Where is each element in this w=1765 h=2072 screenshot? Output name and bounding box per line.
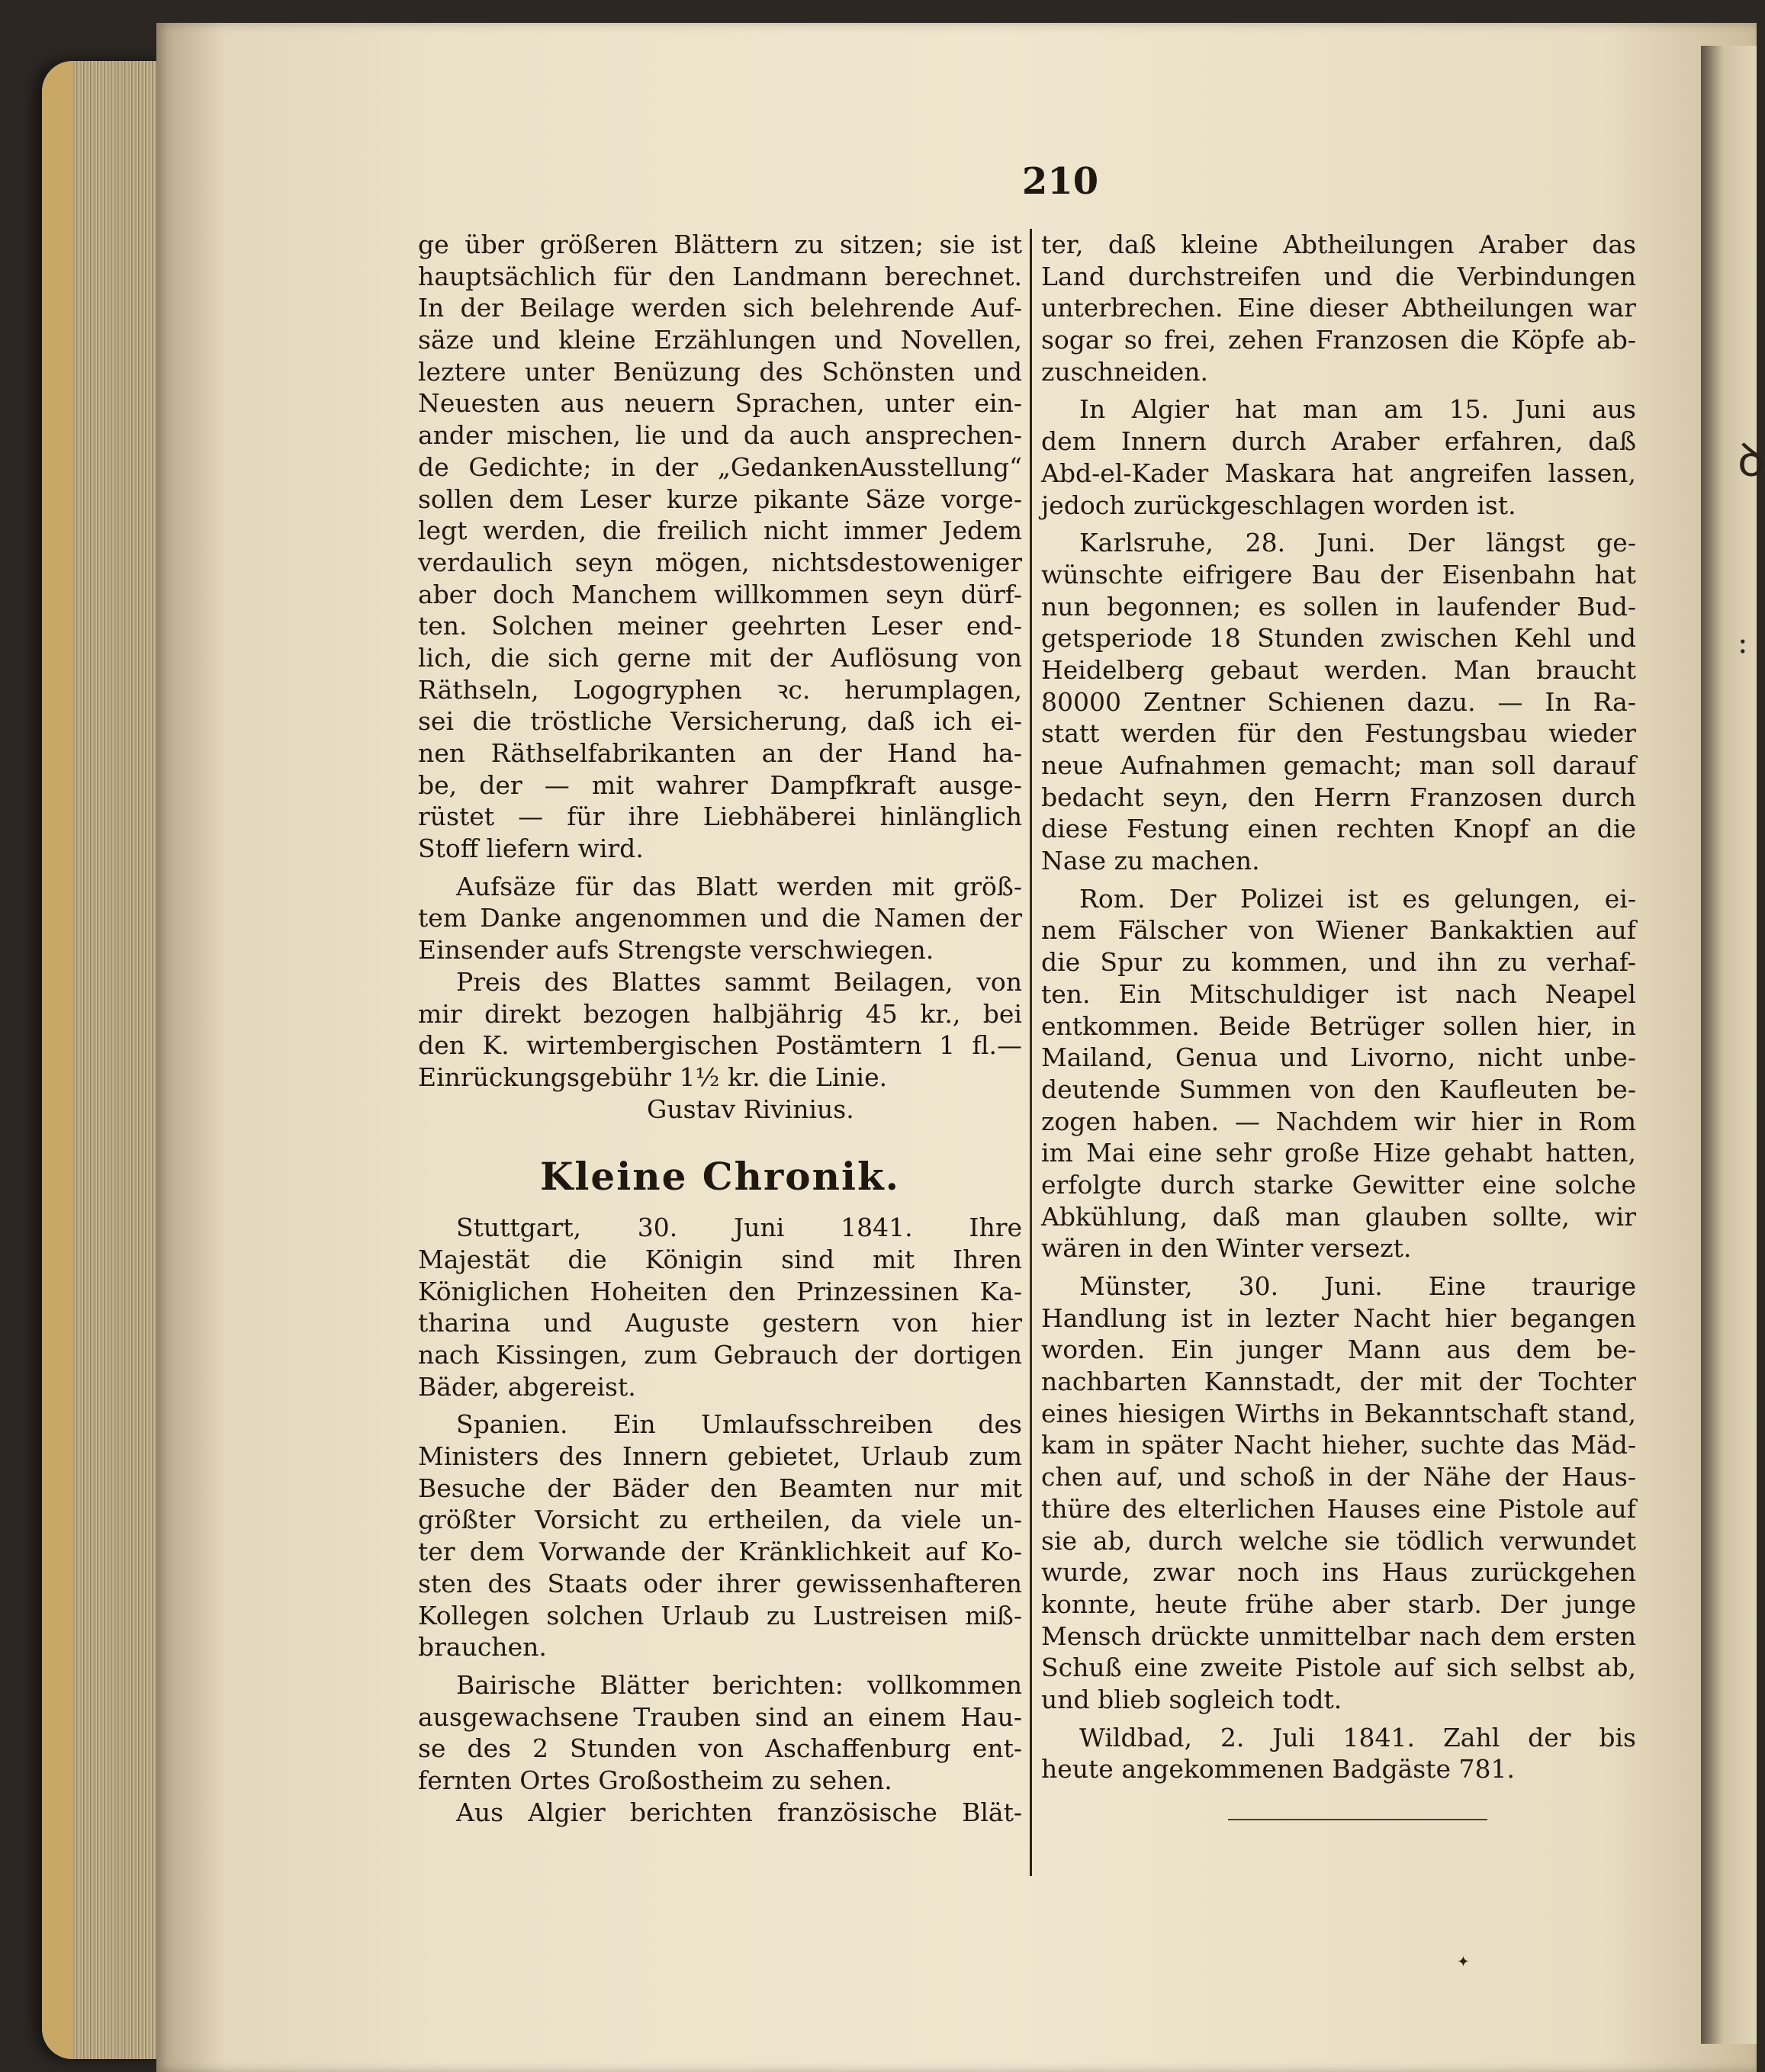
paragraph: [1041, 394, 1636, 521]
text-line: legt werden, die freilich nicht immer Jedem: [418, 516, 1022, 546]
text-line: Räthseln, Logogryphen ꝛc. herumplagen,: [418, 674, 1022, 705]
text-line: die Spur zu kommen, und ihn zu verhaf-: [1041, 947, 1636, 978]
text-line: nem Fälscher von Wiener Bankaktien auf: [1041, 915, 1636, 946]
facing-page-edge: [1701, 46, 1757, 2044]
text-line: wurde, zwar noch ins Haus zurückgehen: [1041, 1557, 1636, 1588]
text-line: Königlichen Hoheiten den Prinzessinen Ka-: [418, 1276, 1022, 1306]
text-line: den K. wirtembergischen Postämtern 1 fl.—: [418, 1030, 1022, 1061]
text-line: ausgewachsene Trauben sind an einem Hau-: [418, 1701, 1022, 1732]
paragraph: [1041, 1271, 1636, 1716]
text-line: zuschneiden.: [1041, 356, 1209, 387]
book-fore-edge: [42, 61, 168, 2059]
text-line: sten des Staats oder ihrer gewissenhafteren: [418, 1568, 1022, 1598]
text-line: neue Aufnahmen gemacht; man soll darauf: [1041, 750, 1636, 780]
text-line: worden. Ein junger Mann aus dem be-: [1041, 1335, 1636, 1365]
text-line: zogen haben. — Nachdem wir hier in Rom: [1041, 1106, 1636, 1136]
text-line: aber doch Manchem willkommen seyn dürf-: [418, 579, 1022, 609]
text-line: entkommen. Beide Betrüger sollen hier, in: [1041, 1010, 1636, 1041]
text-line: sollen dem Leser kurze pikante Säze vorge-: [418, 483, 1022, 514]
paragraph: [418, 1797, 1022, 1829]
ink-speck: ✦: [1457, 1952, 1470, 1971]
text-line: größter Vorsicht zu ertheilen, da viele un-: [418, 1505, 1022, 1535]
text-line: In der Beilage werden sich belehrende Auf-: [418, 293, 1022, 323]
text-line: ander mischen, lie und da auch ansprechen-: [418, 420, 1022, 451]
text-line: ge über größeren Blättern zu sitzen; sie ist: [418, 230, 1022, 259]
text-line: konnte, heute frühe aber starb. Der junge: [1041, 1589, 1636, 1619]
text-line: leztere unter Benüzung des Schönsten und: [418, 356, 1022, 387]
text-line: nun begonnen; es sollen in laufender Bud-: [1041, 591, 1636, 622]
text-line: diese Festung einen rechten Knopf an die: [1041, 814, 1636, 844]
text-line: wären in den Winter versezt.: [1041, 1233, 1412, 1264]
text-line: und blieb sogleich todt.: [1041, 1684, 1342, 1714]
text-line: Bairische Blätter berichten: vollkommen: [456, 1669, 1022, 1700]
facing-page-glyph: ꝺ: [1738, 434, 1765, 487]
text-line: dem Innern durch Araber erfahren, daß: [1041, 426, 1636, 457]
text-line: fernten Ortes Großostheim zu sehen.: [418, 1765, 892, 1795]
text-line: Ministers des Innern gebietet, Urlaub zum: [418, 1441, 1022, 1472]
paragraph: [1041, 1722, 1636, 1785]
text-line: Stuttgart, 30. Juni 1841. Ihre: [456, 1213, 1022, 1243]
left-column: [418, 229, 1022, 1828]
paragraph: [1041, 883, 1636, 1264]
text-line: Münster, 30. Juni. Eine traurige: [1079, 1271, 1636, 1301]
text-line: se des 2 Stunden von Aschaffenburg ent-: [418, 1733, 1022, 1764]
text-line: Spanien. Ein Umlaufsschreiben des: [456, 1409, 1022, 1440]
signature: Gustav Rivinius.: [647, 1094, 854, 1124]
text-line: Besuche der Bäder den Beamten nur mit: [418, 1473, 1022, 1503]
paragraph: [418, 1212, 1022, 1402]
text-line: hauptsächlich für den Landmann berechnet.: [418, 261, 1022, 291]
facing-page-glyph: :: [1738, 625, 1748, 660]
text-line: be, der — mit wahrer Dampfkraft ausge-: [418, 769, 1022, 800]
text-line: Majestät die Königin sind mit Ihren: [418, 1244, 1022, 1274]
text-line: lich, die sich gerne mit der Auflösung von: [418, 642, 1022, 673]
text-line: Abd-el-Kader Maskara hat angreifen lassen,: [1041, 458, 1636, 488]
text-line: Stoff liefern wird.: [418, 834, 644, 864]
text-line: brauchen.: [418, 1632, 547, 1662]
text-line: Handlung ist in lezter Nacht hier begangen: [1041, 1303, 1636, 1333]
text-line: Karlsruhe, 28. Juni. Der längst ge-: [1079, 528, 1636, 558]
text-line: unterbrechen. Eine dieser Abtheilungen war: [1041, 293, 1636, 323]
text-line: nachbarten Kannstadt, der mit der Tochter: [1041, 1367, 1636, 1397]
text-line: erfolgte durch starke Gewitter eine solche: [1041, 1169, 1636, 1200]
text-line: deutende Summen von den Kaufleuten be-: [1041, 1074, 1636, 1104]
paragraph: [1041, 527, 1636, 877]
text-line: Einrückungsgebühr 1½ kr. die Linie.: [418, 1062, 888, 1092]
text-line: nen Räthselfabrikanten an der Hand ha-: [418, 738, 1022, 768]
text-line: tem Danke angenommen und die Namen der: [418, 903, 1022, 933]
text-line: chen auf, und schoß in der Nähe der Haus-: [1041, 1462, 1636, 1492]
text-line: Bäder, abgereist.: [418, 1371, 636, 1402]
text-line: ten. Solchen meiner geehrten Leser end-: [418, 611, 1022, 641]
end-rule: [1228, 1819, 1487, 1820]
text-line: im Mai eine sehr große Hize gehabt hatten,: [1041, 1138, 1636, 1168]
text-line: Wildbad, 2. Juli 1841. Zahl der bis: [1079, 1722, 1636, 1752]
paragraph: [418, 229, 1022, 865]
text-line: wünschte eifrigere Bau der Eisenbahn hat: [1041, 559, 1636, 589]
text-line: Einsender aufs Strengste verschwiegen.: [418, 935, 934, 965]
text-line: thüre des elterlichen Hauses eine Pistole auf: [1041, 1493, 1636, 1524]
text-line: mir direkt bezogen halbjährig 45 kr., bei: [418, 998, 1022, 1029]
text-line: jedoch zurückgeschlagen worden ist.: [1041, 490, 1516, 520]
text-line: säze und kleine Erzählungen und Novellen,: [418, 325, 1022, 355]
paragraph: [418, 1409, 1022, 1663]
paragraph: [418, 1669, 1022, 1797]
text-line: 80000 Zentner Schienen dazu. — In Ra-: [1041, 686, 1636, 717]
page-number: 210: [1021, 160, 1099, 203]
paragraph: [418, 966, 1022, 1094]
text-line: nach Kissingen, zum Gebrauch der dortigen: [418, 1340, 1022, 1370]
paragraph: [418, 871, 1022, 966]
text-line: Abkühlung, daß man glauben sollte, wir: [1041, 1201, 1636, 1232]
text-line: Preis des Blattes sammt Beilagen, von: [456, 966, 1022, 997]
text-line: Heidelberg gebaut werden. Man braucht: [1041, 654, 1636, 685]
right-column: [1041, 229, 1636, 1785]
text-line: ter dem Vorwande der Kränklichkeit auf Ko-: [418, 1537, 1022, 1567]
text-line: Land durchstreifen und die Verbindungen: [1041, 261, 1636, 291]
text-line: verdaulich seyn mögen, nichtsdestoweniger: [418, 547, 1022, 577]
text-line: In Algier hat man am 15. Juni aus: [1079, 394, 1636, 425]
text-line: ter, daß kleine Abtheilungen Araber das: [1041, 230, 1636, 259]
text-line: Kollegen solchen Urlaub zu Lustreisen miß-: [418, 1600, 1022, 1630]
text-line: sogar so frei, zehen Franzosen die Köpfe ab-: [1041, 325, 1636, 355]
text-line: Mensch drückte unmittelbar nach dem ersten: [1041, 1621, 1636, 1651]
paragraph: [1041, 229, 1636, 387]
text-line: Schuß eine zweite Pistole auf sich selbst ab,: [1041, 1653, 1636, 1683]
text-line: heute angekommenen Badgäste 781.: [1041, 1754, 1515, 1784]
text-line: rüstet — für ihre Liebhäberei hinlänglich: [418, 801, 1022, 832]
text-line: Aufsäze für das Blatt werden mit größ-: [456, 871, 1022, 901]
text-line: sie ab, durch welche sie tödlich verwundet: [1041, 1525, 1636, 1556]
text-line: Rom. Der Polizei ist es gelungen, ei-: [1079, 883, 1636, 914]
text-line: sei die tröstliche Versicherung, daß ich ei-: [418, 706, 1022, 737]
text-line: ten. Ein Mitschuldiger ist nach Neapel: [1041, 978, 1636, 1009]
text-line: Nase zu machen.: [1041, 846, 1260, 876]
column-divider: [1030, 229, 1032, 1876]
text-line: tharina und Auguste gestern von hier: [418, 1308, 1022, 1338]
text-line: Neuesten aus neuern Sprachen, unter ein-: [418, 388, 1022, 419]
text-line: kam in später Nacht hieher, suchte das Mäd-: [1041, 1430, 1636, 1460]
text-line: de Gedichte; in der „GedankenAusstellung“: [418, 451, 1022, 482]
text-line: Aus Algier berichten französische Blät-: [456, 1797, 1022, 1827]
section-heading: Kleine Chronik.: [539, 1154, 901, 1200]
text-line: getsperiode 18 Stunden zwischen Kehl und: [1041, 623, 1636, 654]
text-line: Mailand, Genua und Livorno, nicht unbe-: [1041, 1042, 1636, 1073]
text-line: eines hiesigen Wirths in Bekanntschaft stand,: [1041, 1398, 1636, 1428]
text-line: bedacht seyn, den Herrn Franzosen durch: [1041, 782, 1636, 812]
text-line: statt werden für den Festungsbau wieder: [1041, 718, 1636, 749]
